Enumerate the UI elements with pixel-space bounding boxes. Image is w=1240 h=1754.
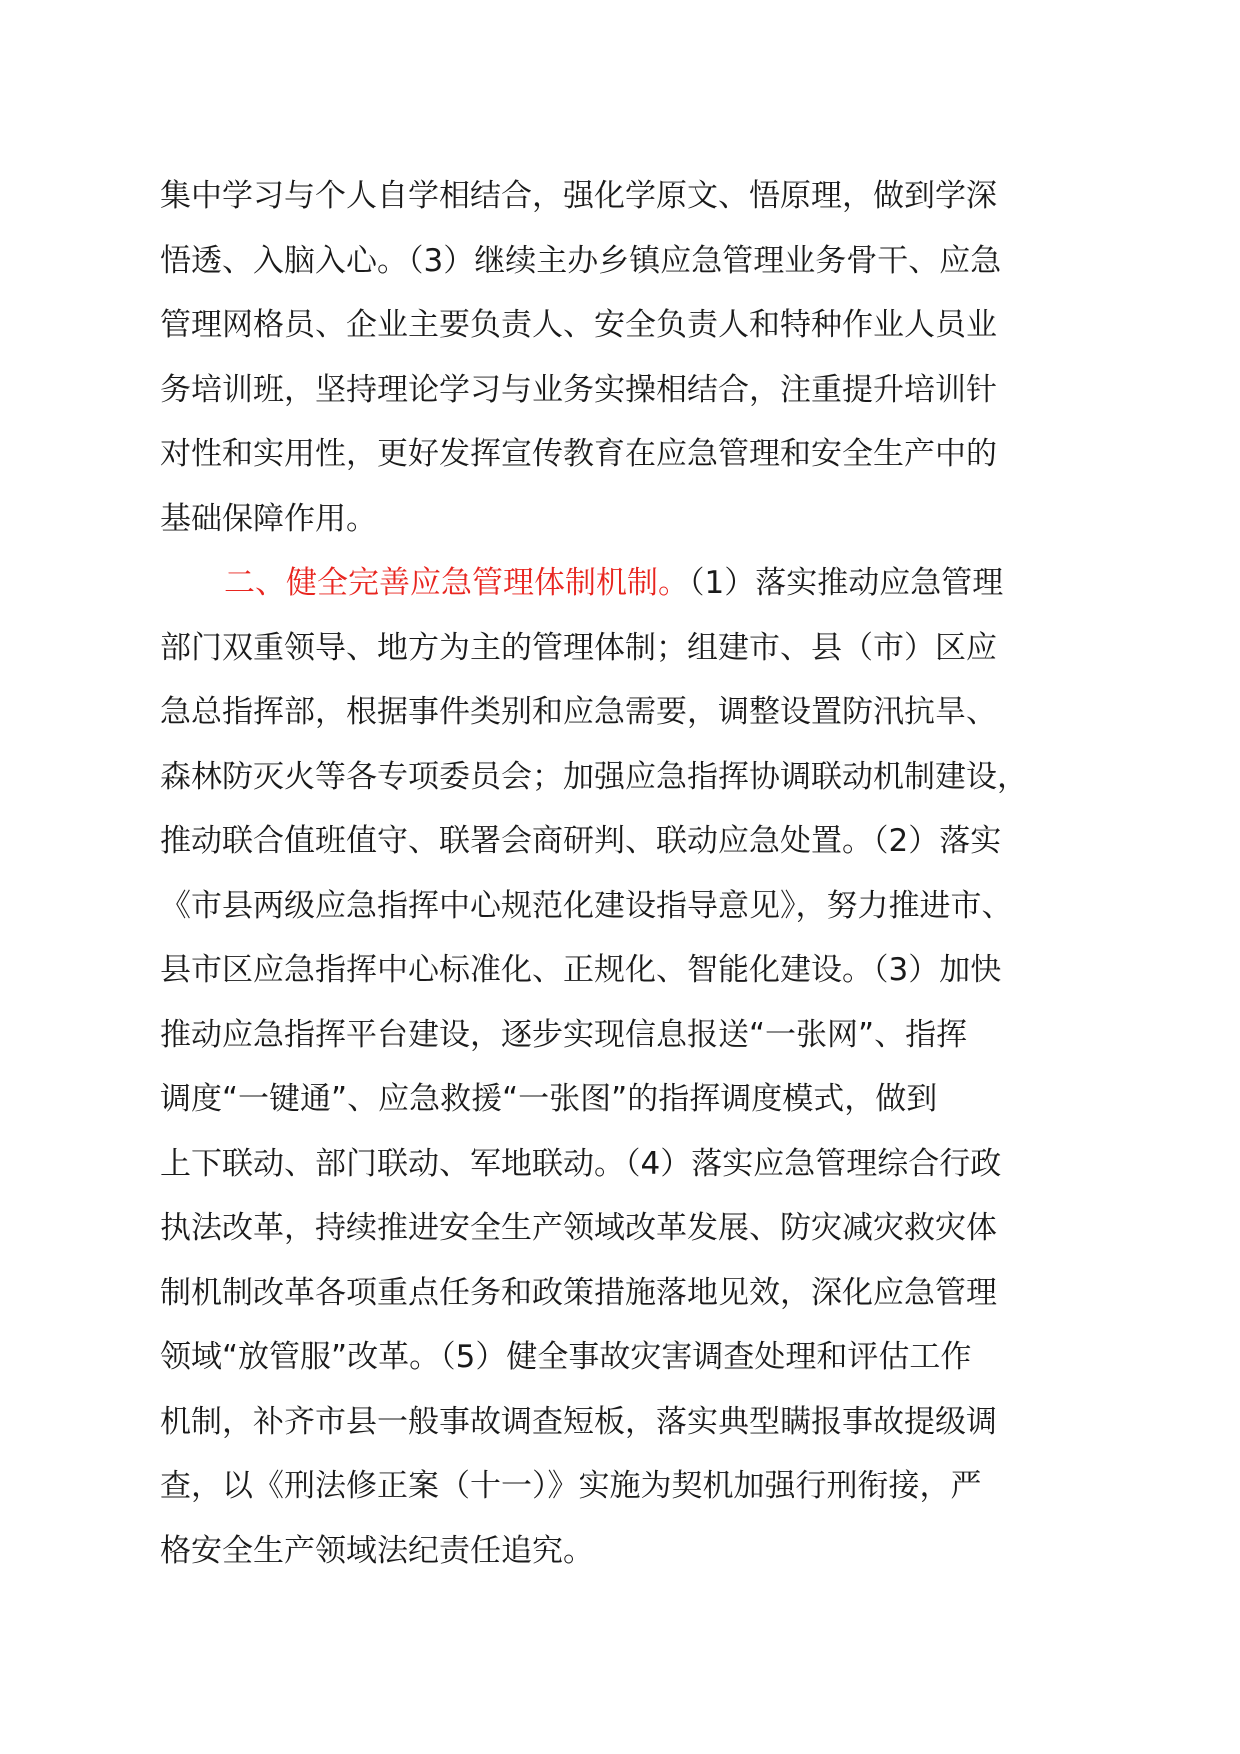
text-line: 基础保障作用。	[160, 500, 377, 537]
text-line: 执法改革，持续推进安全生产领域改革发展、防灾减灾救灾体	[160, 1210, 997, 1246]
text-line: 查，以《刑法修正案（十一）》实施为契机加强行刑衔接，严	[160, 1468, 982, 1504]
text-line: 悟透、入脑入心。（3）继续主办乡镇应急管理业务骨干、应急	[160, 242, 1002, 279]
text-line: 集中学习与个人自学相结合，强化学原文、悟原理，做到学深	[160, 178, 997, 214]
text-segment: （1）落实推动应急管理	[689, 565, 1004, 601]
text-line: 急总指挥部，根据事件类别和应急需要，调整设置防汛抗旱、	[160, 694, 997, 730]
section-2-first-line	[160, 551, 1120, 616]
text-line: 森林防灭火等各专项委员会；加强应急指挥协调联动机制建设，	[160, 758, 1028, 795]
section-2	[160, 551, 1120, 1583]
text-line: 务培训班，坚持理论学习与业务实操相结合，注重提升培训针	[160, 371, 997, 408]
text-line: 格安全生产领域法纪责任追究。	[160, 1532, 594, 1569]
section-heading: 二、健全完善应急管理体制机制。	[224, 565, 689, 601]
text-line: 部门双重领导、地方为主的管理体制；组建市、县（市）区应	[160, 629, 997, 666]
document-body	[160, 164, 1120, 1583]
text-line: 管理网格员、企业主要负责人、安全负责人和特种作业人员业	[160, 307, 997, 343]
text-line: 上下联动、部门联动、军地联动。（4）落实应急管理综合行政	[160, 1145, 1002, 1182]
text-line: 制机制改革各项重点任务和政策措施落地见效，深化应急管理	[160, 1274, 997, 1311]
text-line: 推动应急指挥平台建设，逐步实现信息报送“一张网”、指挥	[160, 1016, 968, 1053]
text-line: 推动联合值班值守、联署会商研判、联动应急处置。（2）落实	[160, 823, 1002, 859]
text-line: 对性和实用性，更好发挥宣传教育在应急管理和安全生产中的	[160, 436, 997, 472]
text-line: 县市区应急指挥中心标准化、正规化、智能化建设。（3）加快	[160, 952, 1002, 988]
text-line: 《市县两级应急指挥中心规范化建设指导意见》，努力推进市、	[160, 887, 1013, 924]
text-line: 领域“放管服”改革。（5）健全事故灾害调查处理和评估工作	[160, 1339, 972, 1375]
text-line: 调度“一键通”、应急救援“一张图”的指挥调度模式，做到	[160, 1081, 938, 1117]
text-line: 机制，补齐市县一般事故调查短板，落实典型瞒报事故提级调	[160, 1403, 997, 1440]
paragraph-1	[160, 164, 1120, 551]
